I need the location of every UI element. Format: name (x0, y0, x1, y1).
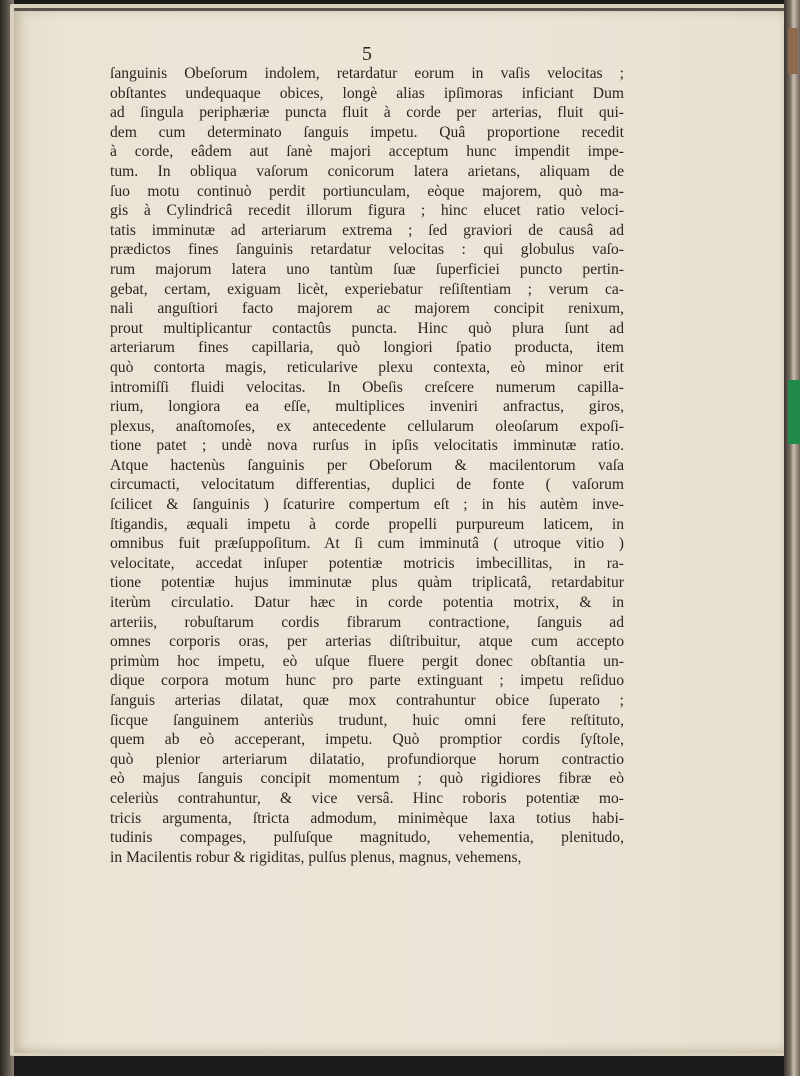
text-line: omnes corporis oras, per arterias diſtribuitur, atque cum accepto (110, 633, 624, 651)
text-line: celeriùs contrahuntur, & vice versâ. Hinc roboris potentiæ mo- (110, 789, 624, 807)
text-line: obſtantes undequaque obices, longè alias ipſimoras inficiant Dum (110, 84, 624, 102)
text-line: nali anguſtiori facto majorem ac majorem concipit renixum, (110, 300, 624, 318)
text-line: rum majorum latera uno tantùm ſuæ ſuperficiei puncto pertin- (110, 260, 624, 278)
text-line: primùm hoc impetu, eò uſque fluere pergit donec obſtantia un- (110, 652, 624, 670)
text-line: à corde, eâdem aut ſanè majori acceptum hunc impendit impe- (110, 143, 624, 161)
text-line: tum. In obliqua vaſorum conicorum latera arietans, aliquam de (110, 162, 624, 180)
text-line: ad ſingula periphæriæ puncta fluit à corde per arterias, fluit qui- (110, 104, 624, 122)
text-line: omnibus fuit præſuppoſitum. At ſi cum imminutâ ( utroque vitio ) (110, 535, 624, 553)
text-line: ſcilicet & ſanguinis ) ſcaturire compertum eſt ; in his autèm inve- (110, 496, 624, 514)
text-line: ſanguis arterias dilatat, quæ mox contrahuntur obice ſuperato ; (110, 692, 624, 709)
text-line: Atque hactenùs ſanguinis per Obeſorum & macilentorum vaſa (110, 456, 624, 474)
text-line: ſicque ſanguinem anteriùs trudunt, huic omni fere reſtituto, (110, 711, 624, 729)
text-line: dem cum determinato ſanguis impetu. Quâ proportione recedit (110, 123, 624, 141)
text-line: prædictos fines ſanguinis retardatur velocitas : qui globulus vaſo- (110, 241, 624, 259)
text-line: gis à Cylindricâ recedit illorum figura ; hinc elucet ratio veloci- (110, 202, 624, 220)
page-marker-tab (788, 28, 798, 74)
text-line: arteriis, robuſtarum cordis fibrarum contractione, ſanguis ad (110, 613, 624, 631)
text-line: gebat, certam, exiguam licèt, experiebatur reſiſtentiam ; verum ca- (110, 280, 624, 298)
text-line: plexus, anaſtomoſes, ex antecedente cellularum oleoſarum expoſi- (110, 417, 624, 435)
text-line: ſanguinis Obeſorum indolem, retardatur eorum in vaſis velocitas ; (110, 65, 624, 82)
text-line: ſtigandis, æquali impetu à corde propelli purpureum laticem, in (110, 515, 624, 533)
page-body-text (110, 64, 624, 867)
bookmark-tab (788, 380, 800, 444)
text-line: rium, longiora ea eſſe, multiplices inveniri anfractus, giros, (110, 398, 624, 416)
text-line: iterùm circulatio. Datur hæc in corde potentia motrix, & in (110, 594, 624, 612)
text-line: intromiſſi fluidi velocitas. In Obeſis creſcere numerum capilla- (110, 378, 624, 396)
text-line: in Macilentis robur & rigiditas, pulſus plenus, magnus, vehemens, (110, 848, 522, 866)
text-line: tatis imminutæ ad arteriarum extrema ; ſed graviori de causâ ad (110, 221, 624, 239)
text-line: tricis argumenta, ſtricta admodum, minimèque laxa totius habi- (110, 809, 624, 827)
text-line: ſuo motu continuò perdit portiunculam, eòque majorem, quò ma- (110, 182, 624, 200)
text-line: quò contorta magis, reticularive plexu contexta, eò minor erit (110, 358, 624, 376)
text-line: arteriarum fines capillaria, quò longiori ſpatio producta, item (110, 339, 624, 357)
text-line: tudinis compages, pulſuſque magnitudo, vehementia, plenitudo, (110, 829, 624, 847)
page-number: 5 (362, 43, 372, 65)
text-line: prout multiplicantur contactûs puncta. Hinc quò plura ſunt ad (110, 319, 624, 337)
text-line: quem ab eò acceperant, impetu. Quò promptior cordis ſyſtole, (110, 731, 624, 749)
text-line: eò majus ſanguis concipit momentum ; quò rigidiores fibræ eò (110, 770, 624, 788)
text-line: quò plenior arteriarum dilatatio, profundiorque horum contractio (110, 750, 624, 768)
text-line: circumacti, velocitatum differentias, duplici de fonte ( vaſorum (110, 476, 624, 494)
text-line: velocitate, accedat inſuper potentiæ motricis imbecillitas, in ra- (110, 554, 624, 572)
text-line: tione patet ; undè nova rurſus in ipſis velocitatis imminutæ ratio. (110, 437, 624, 455)
text-line: dique corpora motum hunc pro parte extinguant ; impetu reſiduo (110, 672, 624, 690)
text-line: tione potentiæ hujus imminutæ plus quàm triplicatâ, retardabitur (110, 574, 624, 592)
page-fore-edge (784, 0, 800, 1076)
